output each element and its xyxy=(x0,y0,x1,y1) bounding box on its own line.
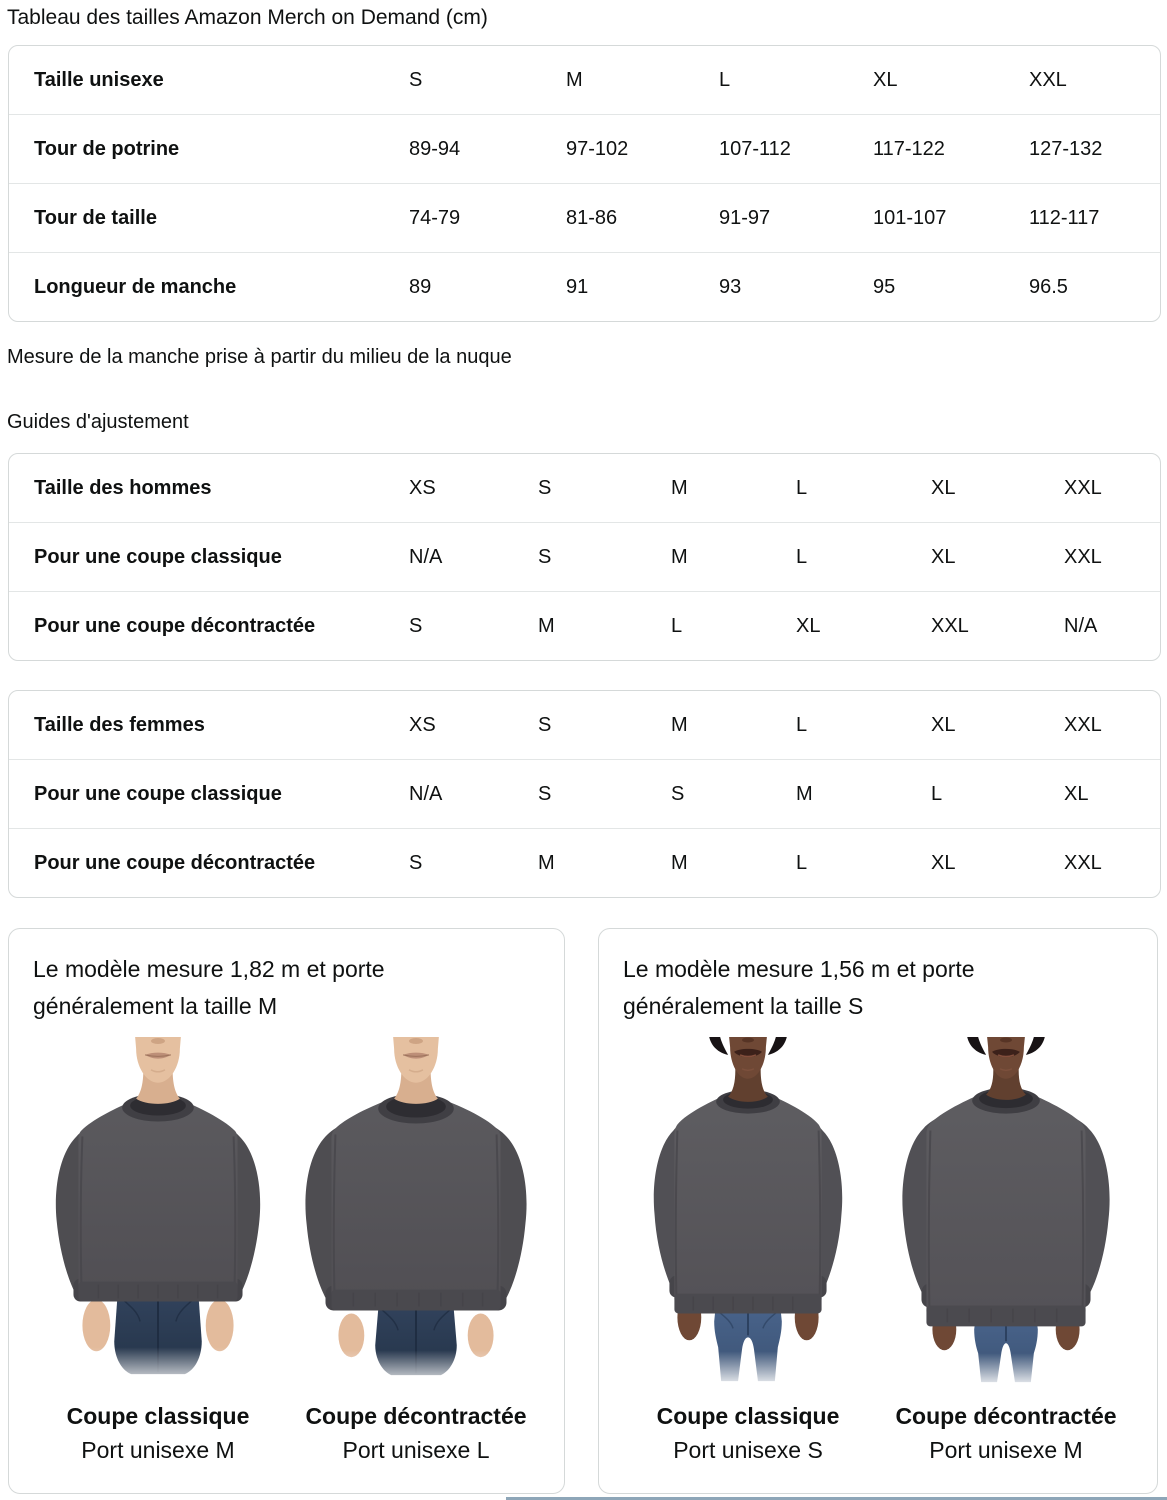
model-card-men xyxy=(8,928,565,1494)
cell: XL xyxy=(931,828,1064,897)
size-table xyxy=(8,45,1161,322)
cell: XL xyxy=(931,713,956,736)
table-row xyxy=(9,759,1160,828)
cell: 89 xyxy=(409,252,566,321)
cell: L xyxy=(671,591,796,660)
model-description: Le modèle mesure 1,56 m et porte généralement la taille S xyxy=(623,956,975,1019)
cell: XXL xyxy=(1064,828,1160,897)
cell: M xyxy=(671,713,688,736)
cell: 93 xyxy=(719,252,873,321)
cell: S xyxy=(538,759,671,828)
cell: N/A xyxy=(1064,591,1160,660)
row-label: Taille unisexe xyxy=(34,68,164,91)
cell: XXL xyxy=(1064,713,1102,736)
table-row xyxy=(9,454,1160,522)
cell: XS xyxy=(409,476,436,499)
cell: 101-107 xyxy=(873,183,1029,252)
fit-label: Coupe décontractée xyxy=(895,1403,1117,1429)
figure-female-classic xyxy=(623,1037,873,1464)
cell: N/A xyxy=(409,759,538,828)
table-row xyxy=(9,183,1160,252)
cell: L xyxy=(796,828,931,897)
cell: M xyxy=(796,759,931,828)
model-photo-male-classic-fit xyxy=(33,1037,283,1395)
cell: M xyxy=(538,591,671,660)
wear-label: Port unisexe S xyxy=(673,1437,823,1463)
table-row xyxy=(9,522,1160,591)
cell: XS xyxy=(409,713,436,736)
wear-label: Port unisexe L xyxy=(342,1437,490,1463)
cell: S xyxy=(538,522,671,591)
figure-female-relaxed xyxy=(881,1037,1131,1464)
men-fit-table xyxy=(8,453,1161,661)
cell: 95 xyxy=(873,252,1029,321)
cell: 107-112 xyxy=(719,114,873,183)
fit-label: Coupe classique xyxy=(66,1403,250,1429)
cell: 112-117 xyxy=(1029,183,1160,252)
cell: 74-79 xyxy=(409,183,566,252)
cell: 96.5 xyxy=(1029,252,1160,321)
cell: M xyxy=(671,828,796,897)
cell: 97-102 xyxy=(566,114,719,183)
table-row xyxy=(9,114,1160,183)
cell: M xyxy=(566,68,583,91)
cell: M xyxy=(671,522,796,591)
cell: XL xyxy=(931,522,1064,591)
model-photo-female-classic-fit xyxy=(623,1037,873,1395)
cell: S xyxy=(538,476,552,499)
cell: XXL xyxy=(1064,522,1160,591)
cell: 81-86 xyxy=(566,183,719,252)
row-label: Pour une coupe classique xyxy=(9,759,409,828)
wear-label: Port unisexe M xyxy=(81,1437,235,1463)
cell: M xyxy=(538,828,671,897)
cell: XL xyxy=(1064,759,1160,828)
cell: 91 xyxy=(566,252,719,321)
cell: S xyxy=(409,68,423,91)
cell: S xyxy=(409,828,538,897)
cell: 89-94 xyxy=(409,114,566,183)
cell: 91-97 xyxy=(719,183,873,252)
cell: N/A xyxy=(409,522,538,591)
cell: S xyxy=(409,591,538,660)
cell: XL xyxy=(931,476,956,499)
row-label: Taille des femmes xyxy=(34,713,205,736)
figure-male-classic xyxy=(33,1037,283,1464)
fit-label: Coupe décontractée xyxy=(305,1403,527,1429)
cell: XL xyxy=(873,68,898,91)
cell: XXL xyxy=(1029,68,1067,91)
cell: L xyxy=(796,713,808,736)
model-photo-male-relaxed-fit xyxy=(291,1037,541,1395)
table-row xyxy=(9,46,1160,114)
cell: S xyxy=(671,759,796,828)
table-row xyxy=(9,591,1160,660)
row-label: Pour une coupe décontractée xyxy=(9,591,409,660)
table-row xyxy=(9,691,1160,759)
cell: L xyxy=(719,68,731,91)
figure-male-relaxed xyxy=(291,1037,541,1464)
women-fit-table xyxy=(8,690,1161,898)
page-title: Tableau des tailles Amazon Merch on Demand (cm) xyxy=(7,6,488,29)
model-photo-female-relaxed-fit xyxy=(881,1037,1131,1395)
row-label: Taille des hommes xyxy=(34,476,212,499)
fit-guides-heading: Guides d'ajustement xyxy=(7,411,189,433)
cell: 117-122 xyxy=(873,114,1029,183)
cell: L xyxy=(796,522,931,591)
row-label: Pour une coupe décontractée xyxy=(9,828,409,897)
row-label: Pour une coupe classique xyxy=(9,522,409,591)
wear-label: Port unisexe M xyxy=(929,1437,1083,1463)
model-cards xyxy=(8,928,1167,1494)
table-row xyxy=(9,828,1160,897)
cell: L xyxy=(931,759,1064,828)
cell: XXL xyxy=(931,591,1064,660)
model-description: Le modèle mesure 1,82 m et porte généralement la taille M xyxy=(33,956,385,1019)
sleeve-measure-note: Mesure de la manche prise à partir du milieu de la nuque xyxy=(7,346,512,368)
model-card-women xyxy=(598,928,1158,1494)
row-label: Tour de taille xyxy=(9,183,409,252)
row-label: Tour de potrine xyxy=(9,114,409,183)
cell: L xyxy=(796,476,808,499)
row-label: Longueur de manche xyxy=(9,252,409,321)
table-row xyxy=(9,252,1160,321)
cell: XXL xyxy=(1064,476,1102,499)
cell: M xyxy=(671,476,688,499)
fit-label: Coupe classique xyxy=(656,1403,840,1429)
cell: 127-132 xyxy=(1029,114,1160,183)
cell: XL xyxy=(796,591,931,660)
cell: S xyxy=(538,713,552,736)
